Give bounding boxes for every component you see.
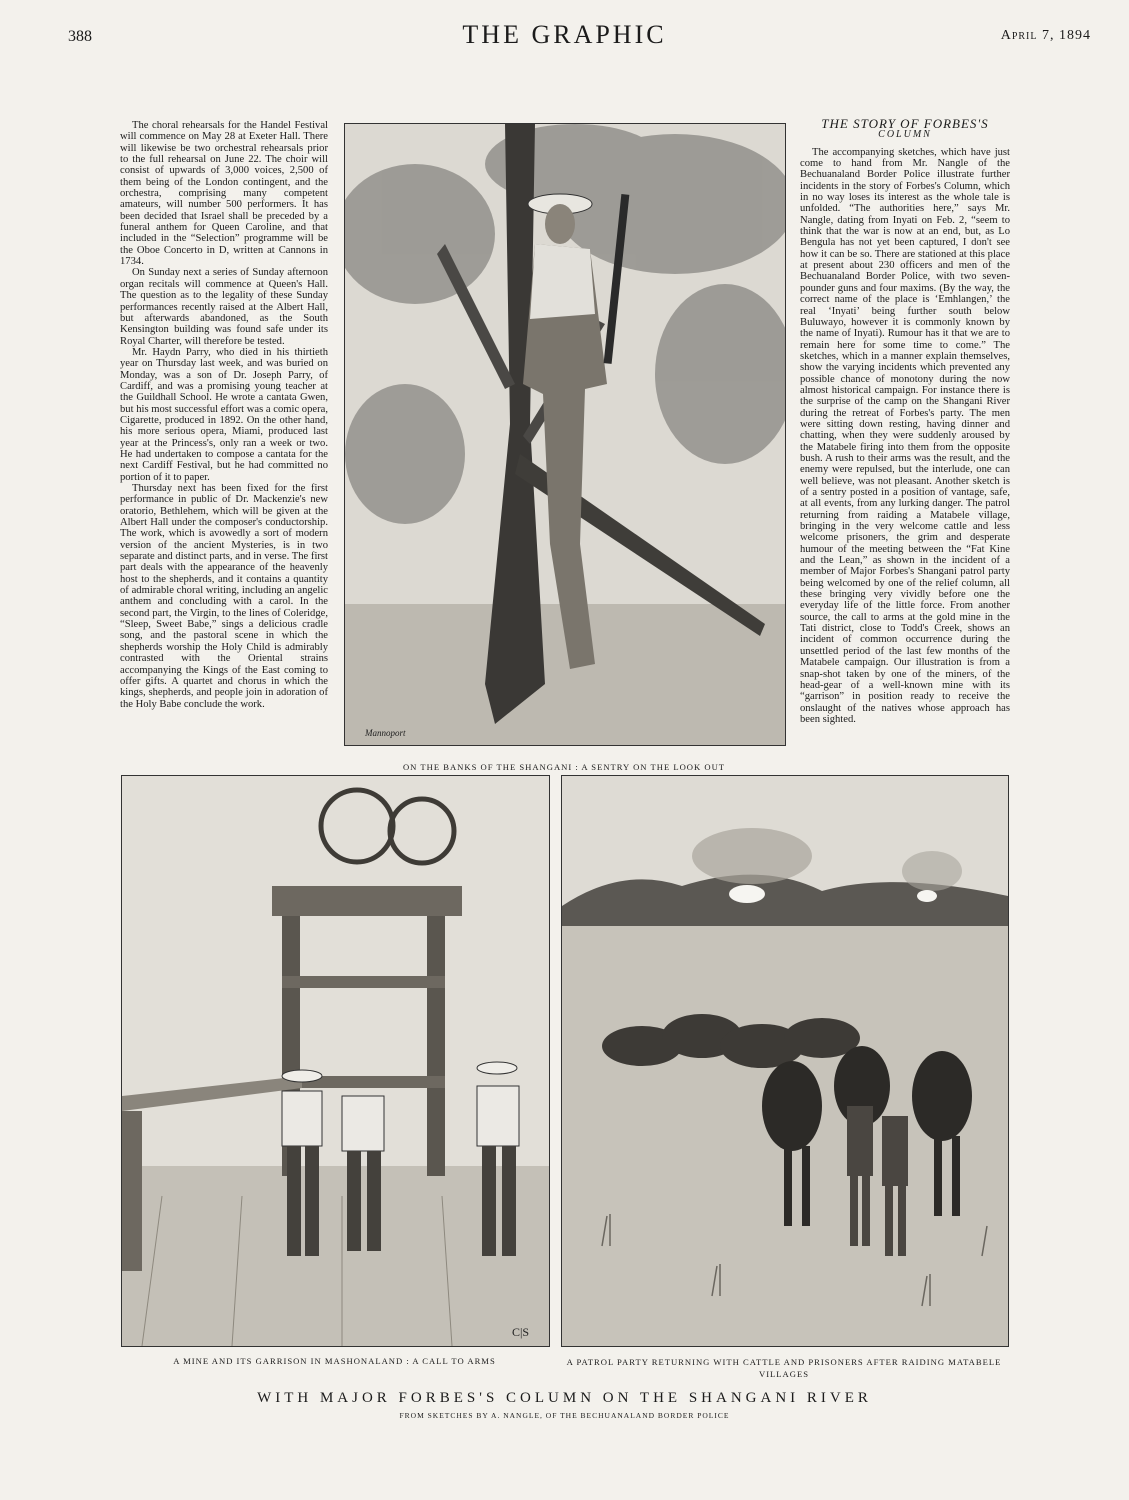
sketch-credit: FROM SKETCHES BY A. NANGLE, OF THE BECHUANALAND BORDER POLICE (399, 1411, 730, 1420)
paragraph: On Sunday next a series of Sunday afternoon organ recitals will commence at Queen's Hall. The question as to the legality of these Sunday performances recently raised at the Albert Hall, but afterwards abandoned, as the South Kensington building was found safe under its Royal Charter, will therefore be tested. (120, 267, 328, 347)
left-column (120, 120, 328, 710)
artist-signature: Mannoport (365, 728, 406, 738)
masthead-title: THE GRAPHIC (462, 20, 667, 49)
issue-date: April 7, 1894 (1000, 28, 1091, 43)
paragraph: Mr. Haydn Parry, who died in his thirtieth year on Thursday last week, and was buried on Monday, was a son of Dr. Joseph Parry, of Cardiff, and was a promising young teacher at the Guildhall School. He wrote a cantata Gwen, but his most successful effort was a comic opera, Cigarette, produced in 1892. On the other hand, his more serious opera, Miami, produced last year at the Princess's, only ran a week or two. He had undertaken to compose a cantata for the next Cardiff Festival, but he had committed no portion of it to paper. (120, 346, 328, 483)
paragraph: The accompanying sketches, which have just come to hand from Mr. Nangle of the Bechuanaland Border Police illustrate further incidents in the story of Forbes's Column, which in no way loses its interest as the whole tale is unfolded. “The authorities here,” says Mr. Nangle, dating from Inyati on Feb. 2, “seem to think that the war is now at an end, but, as Lo Bengula has not yet been captured, I don't see how it can be so. There are stationed at this place at present about 230 officers and men of the Bechuanaland Border Police, with two seven-pounder guns and four maxims. (By the way, the correct name of the place is ‘Emhlangen,’ the real ‘Inyati’ being further south below Buluwayo, however it is commonly known by the name of Inyati). Rumour has it that we are to remain here for some time to come.” The sketches, which in a manner explain themselves, show the varying incidents which prevented any possible chance of monotony during the now almost historical campaign. For instance there is the surprise of the camp on the Shangani River during the retreat of Forbes's party. The men were sitting down resting, having dinner and chatting, when they were suddenly aroused by the Matabele firing into them from the opposite bush. A rush to their arms was the result, and the enemy were repulsed, but the interlude, one can well believe, was not pleasant. Another sketch is of a sentry posted in a position of vantage, safe, at all events, from any lurking danger. The patrol returning from raiding a Matabele village, bringing in the very welcome cattle and less welcome prisoners, the grim and desperate humour of the meeting between the “Fat Kine and the Lean,” as shown in the incident of a member of Major Forbes's Shangani patrol party being welcomed by one of the relief column, all these bringing very vividly before one the everyday life of the little force. From another source, the call to arms at the gold mine in the Tati district, close to Todd's Creek, shows an incident of common occurrence during the unsettled period of the last few months of the Matabele campaign. Our illustration is from a snap-shot taken by one of the miners, of the head-gear of a well-known mine with its “garrison” in position ready to receive the onslaught of the natives whose approach has been sighted. (800, 146, 1010, 725)
page-number: 388 (68, 28, 92, 45)
spread-title: WITH MAJOR FORBES'S COLUMN ON THE SHANGANI RIVER (257, 1390, 872, 1406)
patrol-caption: A PATROL PARTY RETURNING WITH CATTLE AND PRISONERS AFTER RAIDING MATABELE VILLAGES (566, 1357, 1002, 1379)
paragraph: Thursday next has been fixed for the first performance in public of Dr. Mackenzie's new oratorio, Bethlehem, which will be given at the Albert Hall under the composer's conductorship. The work, which is avowedly a sort of modern version of the ancient Mysteries, is in two separate and distinct parts, and in verse. The first part deals with the appearance of the heavenly host to the shepherds, and it contains a quantity of admirable choral writing, including an angelic anthem and concluding with a carol. In the second part, the Virgin, to the lines of Coleridge, “Sleep, Sweet Babe,” sings a delicious cradle song, and the pastoral scene in which the shepherds worship the Holy Child is admirably contrasted with the Oriental strains accompanying the Kings of the East coming to offer gifts. A quartet and chorus in which the kings, shepherds, and people join in adoration of the Holy Babe conclude the work. (120, 483, 328, 710)
paragraph: The choral rehearsals for the Handel Festival will commence on May 28 at Exeter Hall. There will likewise be two orchestral rehearsals prior to the full rehearsal on June 22. The choir will consist of upwards of 3,000 voices, 2,500 of them being of the London contingent, and the orchestra, comprising many competent amateurs, will number 500 performers. It has been decided that Israel shall be preceded by a funeral anthem for Queen Caroline, and that included in the “Selection” programme will be the Oboe Concerto in D, written at Cannons in 1734. (120, 120, 328, 268)
sentry-caption: ON THE BANKS OF THE SHANGANI : A SENTRY ON THE LOOK OUT (402, 762, 726, 772)
story-subtitle: COLUMN (878, 129, 932, 141)
mine-illustration (121, 775, 550, 1347)
sentry-illustration (344, 123, 786, 746)
mine-caption: A MINE AND ITS GARRISON IN MASHONALAND : A CALL TO ARMS (173, 1356, 496, 1366)
right-column (800, 118, 1010, 725)
patrol-illustration (561, 775, 1009, 1347)
story-title: THE STORY OF FORBES'S (821, 116, 989, 131)
artist-signature: C|S (512, 1325, 530, 1339)
